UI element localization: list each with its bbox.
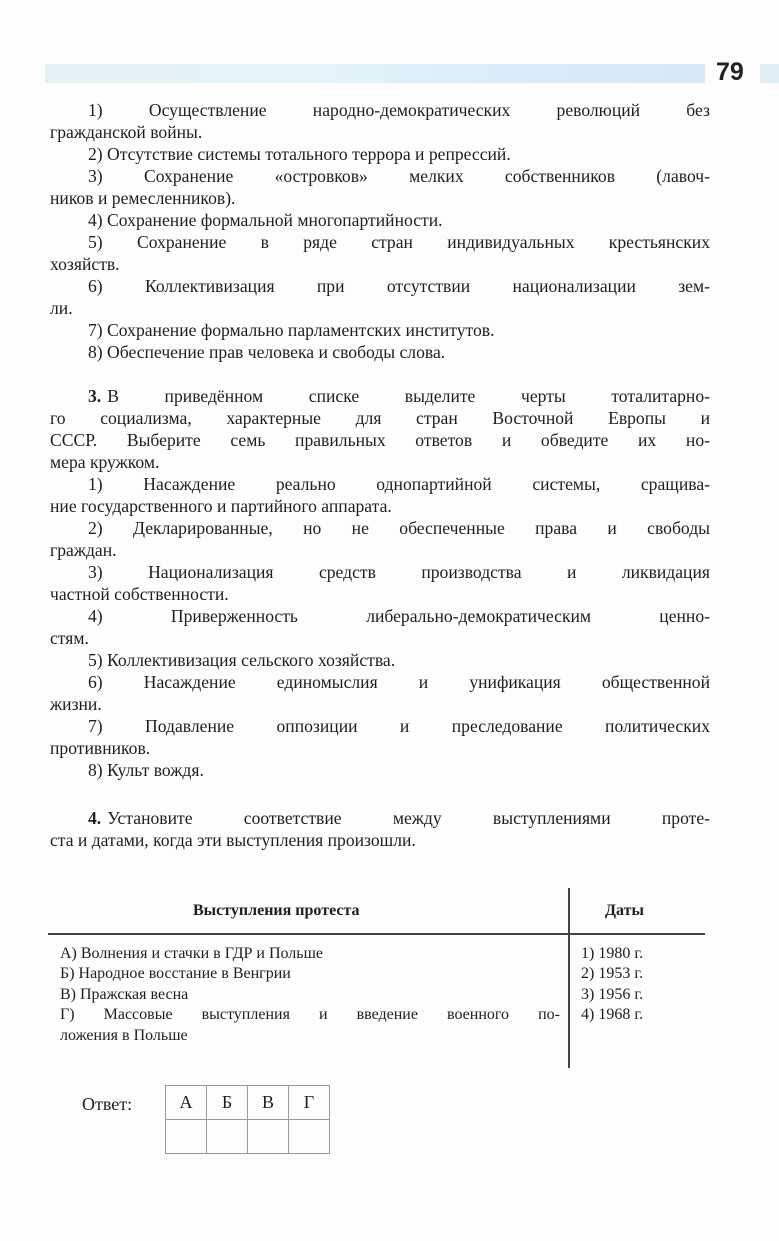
list-item-line: 3) Национализация средств производства и ликвидация: [88, 562, 710, 582]
task-number-badge: 3.: [88, 386, 102, 406]
list-item-line: 1) Осуществление народно-демократических революций без: [88, 100, 710, 120]
table-column-divider: [568, 888, 570, 1068]
header-events: Выступления протеста: [193, 902, 360, 919]
list-item-line: граждан.: [50, 540, 117, 560]
date-row: 2) 1953 г.: [581, 965, 644, 983]
list-item-line: 7) Сохранение формально парламентских институтов.: [88, 320, 495, 340]
answer-col-b: Б: [207, 1086, 248, 1120]
list-item-line: 1) Насаждение реально однопартийной системы, сращива-: [88, 474, 710, 494]
list-item-line: жизни.: [50, 694, 102, 714]
answer-cell-g[interactable]: [289, 1120, 330, 1154]
list-item-line: 4) Сохранение формальной многопартийности.: [88, 210, 443, 230]
task-question-line: мера кружком.: [50, 452, 160, 472]
date-row: 3) 1956 г.: [581, 985, 644, 1003]
task-question-line: ста и датами, когда эти выступления произошли.: [50, 830, 416, 850]
list-item-line: противников.: [50, 738, 151, 758]
answer-col-g: Г: [289, 1086, 330, 1120]
task-4: [50, 807, 710, 851]
date-row: 1) 1980 г.: [581, 945, 644, 962]
list-item-line: 2) Декларированные, но не обеспеченные права и свободы: [88, 518, 710, 538]
list-item-line: хозяйств.: [50, 254, 120, 274]
answer-cell-b[interactable]: [207, 1120, 248, 1154]
task-question-line: го социализма, характерные для стран Восточной Европы и: [50, 408, 710, 428]
task-3: [50, 385, 710, 781]
list-item-line: ли.: [50, 298, 73, 318]
intro-list: [50, 99, 710, 363]
dates-column: [581, 944, 643, 1026]
event-row: ложения в Польше: [60, 1026, 188, 1044]
list-item-line: 7) Подавление оппозиции и преследование политических: [88, 716, 710, 736]
list-item-line: гражданской войны.: [50, 122, 203, 142]
header-band-end: [760, 64, 779, 83]
answer-col-v: В: [248, 1086, 289, 1120]
list-item-line: 8) Культ вождя.: [88, 760, 204, 780]
list-item-line: стям.: [50, 628, 89, 648]
list-item-line: частной собственности.: [50, 584, 229, 604]
list-item-line: 3) Сохранение «островков» мелких собственников (лавоч-: [88, 166, 710, 186]
task-number-badge: 4.: [88, 808, 102, 828]
table-divider: [48, 933, 705, 935]
header-dates: Даты: [605, 902, 644, 919]
header-band: [45, 64, 705, 83]
list-item-line: 5) Коллективизация сельского хозяйства.: [88, 650, 396, 670]
answer-cell-a[interactable]: [166, 1120, 207, 1154]
event-row: Г) Массовые выступления и введение военного по-: [60, 1006, 560, 1024]
list-item-line: 4) Приверженность либерально-демократическим ценно-: [88, 606, 710, 626]
text-flow: [50, 99, 710, 851]
events-column: [60, 944, 560, 1046]
date-row: 4) 1968 г.: [581, 1006, 644, 1024]
list-item-line: 8) Обеспечение прав человека и свободы слова.: [88, 342, 446, 362]
matching-table: [48, 888, 705, 1068]
event-row: В) Пражская весна: [60, 985, 189, 1003]
answer-col-a: А: [166, 1086, 207, 1120]
task-question-line: 3. В приведённом списке выделите черты тоталитарно-: [88, 386, 710, 406]
answer-label: Ответ:: [82, 1094, 133, 1114]
list-item-line: 6) Коллективизация при отсутствии национализации зем-: [88, 276, 710, 296]
answer-grid: [165, 1085, 330, 1154]
list-item-line: ние государственного и партийного аппарата.: [50, 496, 392, 516]
list-item-line: 5) Сохранение в ряде стран индивидуальных крестьянских: [88, 232, 710, 252]
task-question-line: СССР. Выберите семь правильных ответов и обведите их но-: [50, 430, 710, 450]
answer-cell-v[interactable]: [248, 1120, 289, 1154]
list-item-line: 2) Отсутствие системы тотального террора и репрессий.: [88, 144, 511, 164]
task-question-line: 4. Установите соответствие между выступлениями проте-: [88, 808, 710, 828]
list-item-line: ников и ремесленников).: [50, 188, 236, 208]
page-number: 79: [716, 58, 744, 86]
event-row: Б) Народное восстание в Венгрии: [60, 965, 291, 983]
event-row: А) Волнения и стачки в ГДР и Польше: [60, 945, 323, 962]
list-item-line: 6) Насаждение единомыслия и унификация общественной: [88, 672, 710, 692]
